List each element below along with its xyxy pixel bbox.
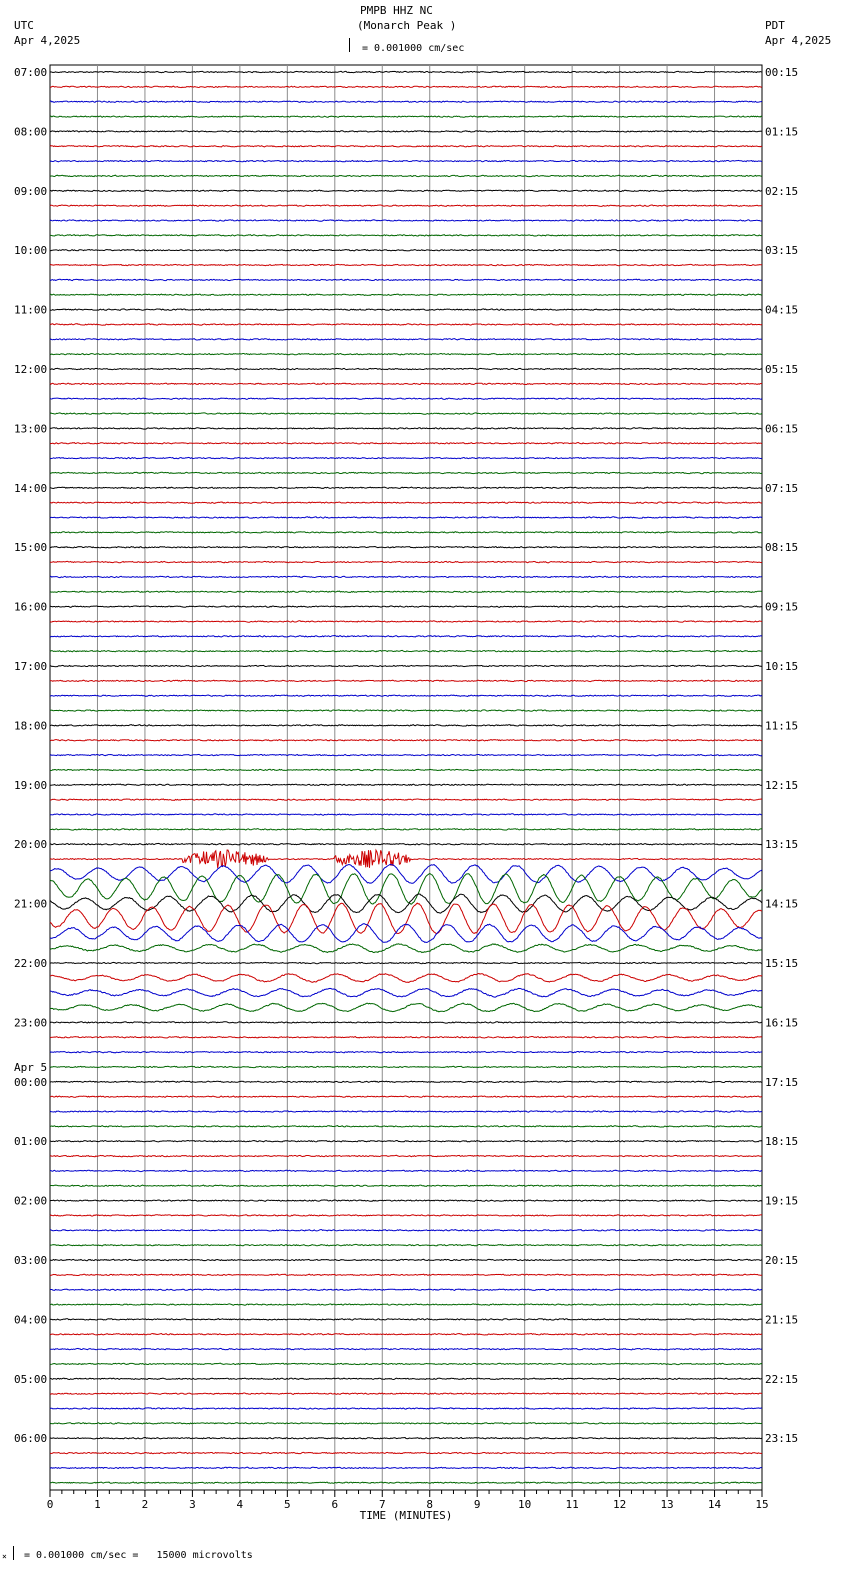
utc-hour-label: 00:00 [14, 1075, 48, 1089]
seismic-trace [50, 517, 762, 518]
utc-hour-label: 02:00 [14, 1194, 48, 1208]
seismic-trace [50, 1155, 762, 1157]
pdt-hour-label: 07:15 [765, 481, 799, 495]
pdt-hour-label: 11:15 [765, 719, 799, 733]
x-tick-label: 8 [426, 1498, 434, 1511]
seismic-trace [50, 190, 762, 191]
seismic-trace [50, 864, 762, 883]
seismic-trace [50, 1037, 762, 1039]
seismic-trace [50, 383, 762, 384]
seismic-trace [50, 814, 762, 815]
utc-hour-label: 17:00 [14, 660, 48, 673]
seismic-trace [50, 1467, 762, 1468]
seismic-trace [50, 457, 762, 458]
x-tick-label: 10 [518, 1498, 532, 1511]
utc-hour-label: 04:00 [14, 1313, 48, 1327]
seismic-trace [50, 1081, 762, 1082]
seismic-trace [50, 636, 762, 638]
seismic-trace [50, 220, 762, 222]
utc-hour-label: 03:00 [14, 1254, 48, 1267]
seismic-trace [50, 1126, 762, 1128]
pdt-hour-label: 05:15 [765, 363, 799, 376]
seismic-trace [50, 146, 762, 148]
utc-hour-label: 07:00 [14, 66, 48, 79]
seismic-trace [50, 695, 762, 696]
seismic-trace [50, 428, 762, 430]
pdt-hour-label: 20:15 [765, 1254, 799, 1267]
pdt-hour-label: 23:15 [765, 1432, 799, 1446]
seismic-trace [50, 1438, 762, 1439]
seismic-trace [50, 924, 762, 943]
pdt-hour-label: 18:15 [765, 1135, 799, 1149]
footer-scale-note: = 0.001000 cm/sec = 15000 microvolts [24, 1550, 253, 1561]
seismic-trace [50, 1363, 762, 1364]
seismic-trace [50, 561, 762, 562]
seismic-trace [50, 1452, 762, 1454]
utc-hour-label: 16:00 [14, 600, 48, 614]
seismic-trace [50, 1319, 762, 1320]
seismic-trace [50, 1170, 762, 1171]
seismic-trace [50, 235, 762, 236]
pdt-hour-label: 12:15 [765, 778, 799, 792]
seismic-trace [50, 1141, 762, 1142]
pdt-hour-label: 14:15 [765, 897, 799, 911]
seismic-trace [50, 665, 762, 666]
utc-hour-label: 21:00 [14, 897, 48, 911]
x-tick-label: 5 [284, 1498, 291, 1511]
utc-hour-label: 09:00 [14, 184, 48, 198]
seismic-trace [50, 988, 762, 997]
pdt-hour-label: 13:15 [765, 838, 799, 852]
seismic-trace [50, 160, 762, 161]
plot-frame [50, 65, 762, 1490]
seismic-trace [50, 1244, 762, 1246]
x-tick-label: 7 [378, 1498, 386, 1511]
seismic-trace [50, 725, 762, 726]
x-tick-label: 14 [707, 1498, 722, 1511]
pdt-hour-label: 08:15 [765, 541, 799, 555]
utc-date-label: Apr 4,2025 [14, 34, 81, 47]
seismic-trace [50, 1304, 762, 1305]
seismic-trace [50, 874, 762, 905]
utc-hour-label: 01:00 [14, 1135, 48, 1149]
x-tick-label: 1 [94, 1498, 101, 1511]
pdt-hour-label: 10:15 [765, 660, 799, 673]
seismic-trace [50, 591, 762, 592]
seismic-trace [50, 850, 762, 868]
seismic-trace [50, 1393, 762, 1394]
pdt-hour-label: 22:15 [765, 1372, 799, 1386]
seismic-trace [50, 443, 762, 444]
pdt-hour-label: 04:15 [765, 303, 799, 317]
x-tick-label: 6 [331, 1498, 339, 1511]
seismic-trace [50, 1096, 762, 1097]
pdt-hour-label: 15:15 [765, 957, 799, 970]
seismic-trace [50, 1274, 762, 1275]
seismic-trace [50, 740, 762, 741]
seismic-trace [50, 472, 762, 473]
trace-group [50, 71, 762, 1483]
seismic-trace [50, 1111, 762, 1112]
x-tick-label: 12 [612, 1498, 627, 1511]
utc-timezone-label: UTC [14, 19, 34, 32]
utc-hour-label: 12:00 [14, 363, 48, 376]
utc-hour-label: 13:00 [14, 422, 48, 436]
seismic-trace [50, 175, 762, 176]
seismic-trace [50, 784, 762, 785]
pdt-hour-label: 02:15 [765, 184, 799, 198]
seismic-trace [50, 398, 762, 399]
pdt-hour-label: 00:15 [765, 66, 799, 79]
seismic-trace [50, 1066, 762, 1067]
seismic-trace [50, 1289, 762, 1290]
seismic-trace [50, 1408, 762, 1409]
seismic-trace [50, 413, 762, 414]
seismic-trace [50, 576, 762, 577]
utc-hour-label: 11:00 [14, 303, 48, 317]
seismic-trace [50, 843, 762, 845]
seismic-trace [50, 962, 762, 963]
seismic-trace [50, 1215, 762, 1216]
pdt-hour-label: 03:15 [765, 244, 799, 258]
seismic-trace [50, 650, 762, 651]
seismic-trace [50, 1423, 762, 1424]
seismic-trace [50, 944, 762, 953]
scale-label: = 0.001000 cm/sec [362, 43, 465, 54]
seismic-trace [50, 769, 762, 770]
seismic-trace [50, 368, 762, 369]
seismic-trace [50, 754, 762, 755]
utc-hour-label: 10:00 [14, 244, 48, 258]
seismic-trace [50, 1334, 762, 1336]
utc-hour-label: 23:00 [14, 1016, 48, 1030]
seismic-trace [50, 799, 762, 800]
seismic-trace [50, 309, 762, 310]
seismic-trace [50, 680, 762, 681]
seismic-trace [50, 1259, 762, 1260]
seismic-trace [50, 116, 762, 117]
x-tick-label: 2 [141, 1498, 149, 1511]
seismic-trace [50, 1022, 762, 1023]
utc-hour-label: 22:00 [14, 957, 48, 970]
seismic-trace [50, 606, 762, 607]
seismic-trace [50, 1348, 762, 1349]
pdt-date-label: Apr 4,2025 [765, 34, 832, 47]
seismic-trace [50, 101, 762, 102]
seismic-trace [50, 339, 762, 340]
x-tick-label: 3 [189, 1498, 196, 1511]
pdt-hour-label: 19:15 [765, 1194, 799, 1208]
utc-hour-label: 06:00 [14, 1432, 48, 1446]
seismic-trace [50, 502, 762, 503]
x-tick-label: 15 [755, 1498, 769, 1511]
seismic-trace [50, 829, 762, 830]
footer-marker: × [2, 1552, 7, 1561]
x-tick-label: 4 [236, 1498, 244, 1511]
seismic-trace [50, 621, 762, 622]
utc-hour-label: 19:00 [14, 778, 48, 792]
utc-hour-label: 14:00 [14, 481, 48, 495]
seismic-trace [50, 1051, 762, 1052]
seismic-trace [50, 250, 762, 251]
pdt-hour-label: 09:15 [765, 600, 799, 614]
station-location: (Monarch Peak ) [357, 19, 457, 32]
x-tick-label: 13 [660, 1498, 674, 1511]
seismic-trace [50, 264, 762, 265]
seismic-trace [50, 354, 762, 355]
seismic-trace [50, 71, 762, 72]
utc-hour-label: 18:00 [14, 719, 48, 733]
station-title: PMPB HHZ NC [360, 4, 433, 17]
seismic-trace [50, 532, 762, 533]
seismic-trace [50, 547, 762, 548]
utc-hour-label: 05:00 [14, 1372, 48, 1386]
pdt-hour-label: 01:15 [765, 125, 799, 139]
utc-date-change-label: Apr 5 [14, 1060, 48, 1074]
x-axis-label: TIME (MINUTES) [359, 1509, 453, 1522]
seismic-trace [50, 1230, 762, 1231]
seismic-trace [50, 1003, 762, 1012]
seismic-trace [50, 487, 762, 488]
utc-hour-label: 15:00 [14, 541, 48, 555]
seismic-trace [50, 294, 762, 295]
seismic-trace [50, 86, 762, 88]
x-tick-label: 0 [46, 1498, 54, 1511]
seismic-trace [50, 324, 762, 326]
seismic-trace [50, 1378, 762, 1379]
seismic-trace [50, 1185, 762, 1186]
seismic-trace [50, 710, 762, 711]
pdt-hour-label: 17:15 [765, 1075, 799, 1089]
pdt-hour-label: 16:15 [765, 1016, 799, 1030]
seismic-trace [50, 1200, 762, 1201]
seismic-trace [50, 974, 762, 983]
pdt-hour-label: 21:15 [765, 1313, 799, 1327]
axis-labels [14, 66, 798, 1522]
seismic-trace [50, 1482, 762, 1483]
seismic-trace [50, 205, 762, 206]
pdt-timezone-label: PDT [765, 19, 785, 32]
utc-hour-label: 20:00 [14, 838, 48, 852]
pdt-hour-label: 06:15 [765, 422, 799, 436]
utc-hour-label: 08:00 [14, 125, 48, 139]
seismic-trace [50, 131, 762, 132]
seismic-trace [50, 279, 762, 280]
x-tick-label: 9 [473, 1498, 481, 1511]
x-tick-label: 11 [565, 1498, 579, 1511]
